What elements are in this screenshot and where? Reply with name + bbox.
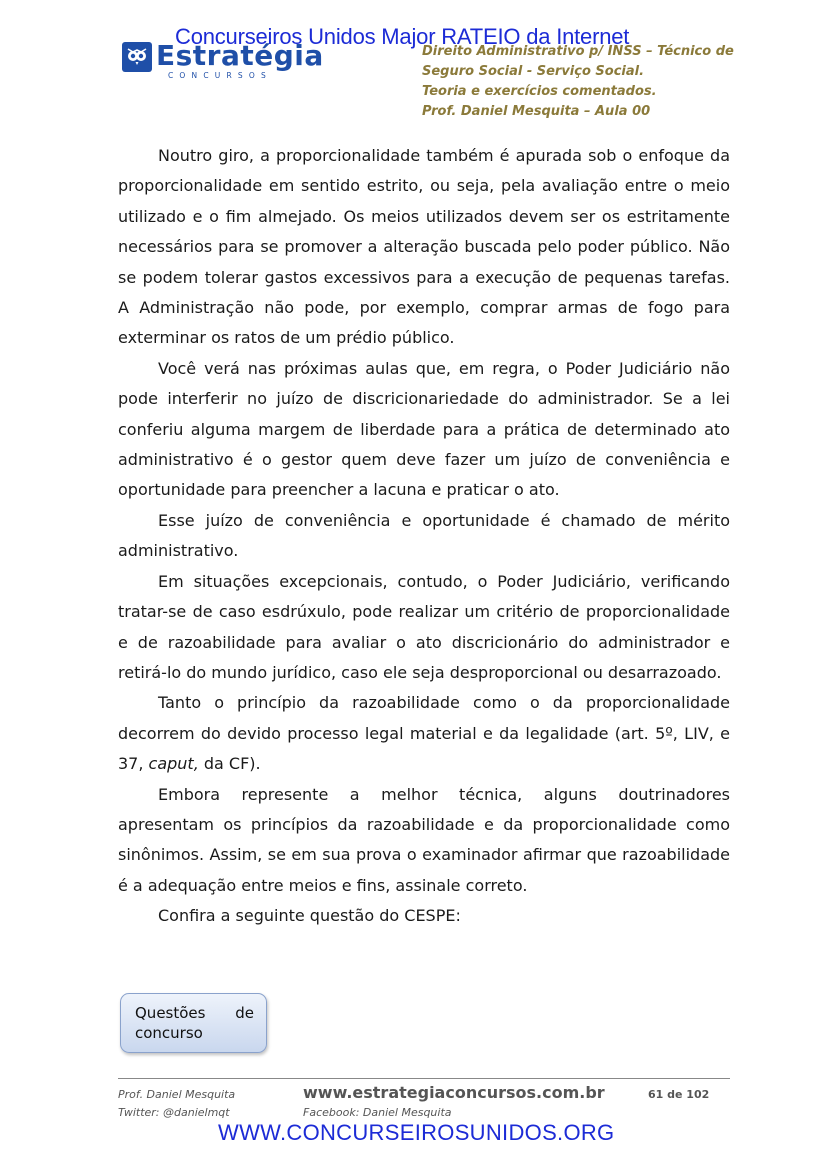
watermark-top: Concurseiros Unidos Major RATEIO da Internet xyxy=(175,24,630,49)
watermark-bottom: WWW.CONCURSEIROSUNIDOS.ORG xyxy=(218,1120,615,1145)
body-text xyxy=(118,141,730,932)
header-line-3: Teoria e exercícios comentados. xyxy=(422,84,657,99)
questoes-de-concurso-box xyxy=(120,993,267,1053)
footer-facebook: Facebook: Daniel Mesquita xyxy=(303,1106,452,1119)
question-box-word: concurso xyxy=(135,1024,203,1042)
paragraph: Em situações excepcionais, contudo, o Poder Judiciário, verificando tratar-se de caso esdrúxulo, pode realizar um critério de proporcionalidade e de razoabilidade para avaliar o ato discricionário do administrador e retirá-lo do mundo jurídico, caso ele seja desproporcional ou desarrazoado. xyxy=(118,571,730,682)
logo-name: Estratégia xyxy=(156,39,324,72)
paragraph-text: da CF). xyxy=(198,754,261,774)
logo-subtitle: CONCURSOS xyxy=(168,71,272,80)
footer-twitter: Twitter: @danielmqt xyxy=(118,1106,230,1119)
paragraph xyxy=(118,688,730,779)
question-box-word: Questões xyxy=(135,1004,206,1022)
document-header xyxy=(422,42,762,122)
header-line-4: Prof. Daniel Mesquita – Aula 00 xyxy=(422,104,651,119)
page-number: 61 de 102 xyxy=(648,1088,710,1101)
owl-icon xyxy=(122,42,152,72)
footer-divider xyxy=(118,1078,730,1079)
paragraph: Noutro giro, a proporcionalidade também é apurada sob o enfoque da proporcionalidade em sentido estrito, ou seja, pela avaliação entre o meio utilizado e o fim almejado. Os meios utilizados devem ser os estritamente necessários para se promover a alteração buscada pelo poder público. Não se podem tolerar gastos excessivos para a execução de pequenas tarefas. A Administração não pode, por exemplo, comprar armas de fogo para exterminar os ratos de um prédio público. xyxy=(118,146,730,348)
paragraph: Embora represente a melhor técnica, alguns doutrinadores apresentam os princípios da razoabilidade e da proporcionalidade como sinônimos. Assim, se em sua prova o examinador afirmar que razoabilidade é a adequação entre meios e fins, assinale correto. xyxy=(118,784,730,895)
footer-professor: Prof. Daniel Mesquita xyxy=(118,1088,236,1101)
paragraph: Esse juízo de conveniência e oportunidade é chamado de mérito administrativo. xyxy=(118,510,730,561)
paragraph: Você verá nas próximas aulas que, em regra, o Poder Judiciário não pode interferir no juízo de discricionariedade do administrador. Se a lei conferiu alguma margem de liberdade para a prática de determinado ato administrativo é o gestor quem deve fazer um juízo de conveniência e oportunidade para preencher a lacuna e praticar o ato. xyxy=(118,358,730,500)
paragraph-italic: caput, xyxy=(148,754,199,774)
footer-website-link[interactable]: www.estrategiaconcursos.com.br xyxy=(303,1083,605,1102)
question-box-word: de xyxy=(235,1004,254,1022)
paragraph: Confira a seguinte questão do CESPE: xyxy=(158,906,461,926)
header-line-1: Direito Administrativo p/ INSS – Técnico de xyxy=(422,44,734,59)
header-line-2: Seguro Social - Serviço Social. xyxy=(422,64,645,79)
paragraph-text: Tanto o princípio da razoabilidade como o da proporcionalidade decorrem do devido processo legal material e da legalidade (art. 5º, LIV, e 37, xyxy=(118,693,730,774)
